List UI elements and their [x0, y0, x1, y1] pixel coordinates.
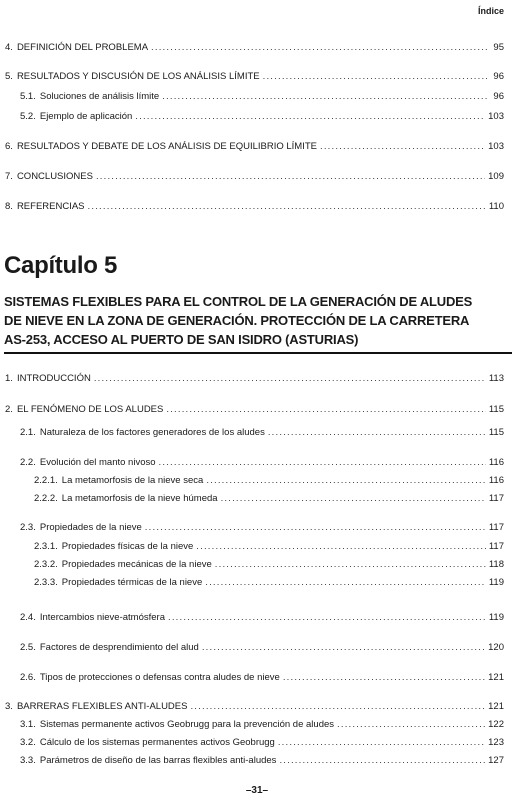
toc-entry-page: 116 — [488, 475, 504, 486]
toc-entry-number: 2.2.2. — [34, 493, 58, 504]
toc-entry-page: 95 — [493, 42, 504, 53]
dot-leader — [88, 200, 486, 214]
toc-entry[interactable] — [0, 41, 514, 55]
toc-entry-title: Ejemplo de aplicación — [39, 111, 133, 122]
toc-entry-page: 96 — [493, 71, 504, 82]
title-underline — [4, 352, 512, 354]
dot-leader — [278, 736, 485, 750]
toc-entry-page: 121 — [488, 672, 504, 683]
toc-entry[interactable] — [0, 110, 514, 124]
toc-entry[interactable] — [0, 558, 514, 572]
toc-entry-title: RESULTADOS Y DEBATE DE LOS ANÁLISIS DE EQUILIBRIO LÍMITE — [16, 141, 317, 152]
dot-leader — [168, 611, 486, 625]
dot-leader — [190, 700, 485, 714]
toc-entry-number: 3.2. — [20, 737, 36, 748]
toc-entry[interactable] — [0, 671, 514, 685]
dot-leader — [221, 492, 486, 506]
dot-leader — [162, 90, 487, 104]
toc-entry-page: 110 — [488, 201, 504, 212]
chapter-subtitle-line: AS-253, ACCESO AL PUERTO DE SAN ISIDRO (ASTURIAS) — [4, 332, 359, 347]
chapter-subtitle-line: SISTEMAS FLEXIBLES PARA EL CONTROL DE LA GENERACIÓN DE ALUDES — [4, 294, 473, 309]
toc-entry-title: Propiedades físicas de la nieve — [61, 541, 194, 552]
dot-leader — [215, 558, 486, 572]
toc-entry[interactable] — [0, 641, 514, 655]
toc-entry-number: 2.3.3. — [34, 577, 58, 588]
toc-entry-title: Intercambios nieve-atmósfera — [39, 612, 165, 623]
dot-leader — [151, 41, 487, 55]
dot-leader — [337, 718, 485, 732]
toc-entry-number: 5.2. — [20, 111, 36, 122]
toc-entry-number: 2.5. — [20, 642, 36, 653]
toc-entry-number: 2.3.2. — [34, 559, 58, 570]
dot-leader — [268, 426, 486, 440]
toc-entry-number: 3. — [5, 701, 13, 712]
chapter-subtitle — [4, 292, 504, 349]
toc-entry-title: Naturaleza de los factores generadores de los aludes — [39, 427, 265, 438]
toc-entry-page: 118 — [488, 559, 504, 570]
dot-leader — [135, 110, 485, 124]
toc-entry-page: 120 — [488, 642, 504, 653]
toc-entry[interactable] — [0, 170, 514, 184]
toc-entry[interactable] — [0, 521, 514, 535]
toc-entry-title: Factores de desprendimiento del alud — [39, 642, 199, 653]
toc-entry[interactable] — [0, 456, 514, 470]
toc-entry-page: 117 — [488, 522, 504, 533]
toc-entry-number: 2.6. — [20, 672, 36, 683]
toc-entry[interactable] — [0, 426, 514, 440]
dot-leader — [320, 140, 485, 154]
toc-entry-page: 117 — [488, 541, 504, 552]
toc-entry[interactable] — [0, 611, 514, 625]
toc-entry-title: Cálculo de los sistemas permanentes activos Geobrugg — [39, 737, 275, 748]
toc-entry[interactable] — [0, 372, 514, 386]
dot-leader — [159, 456, 486, 470]
toc-entry-title: REFERENCIAS — [16, 201, 85, 212]
toc-entry-title: Propiedades de la nieve — [39, 522, 142, 533]
toc-entry-title: Evolución del manto nivoso — [39, 457, 156, 468]
chapter-subtitle-line: DE NIEVE EN LA ZONA DE GENERACIÓN. PROTECCIÓN DE LA CARRETERA — [4, 313, 470, 328]
toc-entry-page: 121 — [488, 701, 504, 712]
toc-entry-number: 3.3. — [20, 755, 36, 766]
toc-entry-number: 4. — [5, 42, 13, 53]
toc-entry-page: 109 — [488, 171, 504, 182]
toc-entry-page: 127 — [488, 755, 504, 766]
dot-leader — [145, 521, 486, 535]
toc-entry-page: 117 — [488, 493, 504, 504]
toc-entry-page: 103 — [488, 141, 504, 152]
toc-entry-number: 2.3. — [20, 522, 36, 533]
toc-entry-number: 8. — [5, 201, 13, 212]
toc-entry[interactable] — [0, 90, 514, 104]
toc-entry-number: 2.2.1. — [34, 475, 58, 486]
dot-leader — [205, 576, 486, 590]
toc-entry-page: 103 — [488, 111, 504, 122]
toc-entry-number: 5. — [5, 71, 13, 82]
toc-entry[interactable] — [0, 540, 514, 554]
dot-leader — [279, 754, 485, 768]
toc-entry-title: DEFINICIÓN DEL PROBLEMA — [16, 42, 149, 53]
dot-leader — [202, 641, 485, 655]
toc-entry-number: 3.1. — [20, 719, 36, 730]
toc-entry-number: 2. — [5, 404, 13, 415]
toc-entry[interactable] — [0, 492, 514, 506]
toc-entry[interactable] — [0, 70, 514, 84]
toc-entry-title: Soluciones de análisis límite — [39, 91, 160, 102]
toc-entry[interactable] — [0, 754, 514, 768]
running-header: Índice — [477, 6, 504, 16]
toc-entry-page: 115 — [488, 404, 504, 415]
toc-entry-title: BARRERAS FLEXIBLES ANTI-ALUDES — [16, 701, 188, 712]
toc-entry[interactable] — [0, 736, 514, 750]
toc-entry-number: 2.2. — [20, 457, 36, 468]
toc-entry[interactable] — [0, 576, 514, 590]
toc-entry-title: CONCLUSIONES — [16, 171, 93, 182]
dot-leader — [96, 170, 485, 184]
toc-entry[interactable] — [0, 474, 514, 488]
toc-entry-number: 6. — [5, 141, 13, 152]
toc-entry[interactable] — [0, 700, 514, 714]
toc-entry-title: La metamorfosis de la nieve húmeda — [61, 493, 218, 504]
toc-entry-page: 96 — [493, 91, 504, 102]
toc-entry-title: RESULTADOS Y DISCUSIÓN DE LOS ANÁLISIS LÍMITE — [16, 71, 260, 82]
toc-entry-number: 7. — [5, 171, 13, 182]
toc-entry-page: 119 — [488, 577, 504, 588]
toc-entry-title: La metamorfosis de la nieve seca — [61, 475, 204, 486]
toc-entry-number: 5.1. — [20, 91, 36, 102]
toc-entry-title: EL FENÓMENO DE LOS ALUDES — [16, 404, 164, 415]
toc-entry[interactable] — [0, 200, 514, 214]
toc-entry-page: 115 — [488, 427, 504, 438]
toc-entry[interactable] — [0, 718, 514, 732]
dot-leader — [94, 372, 486, 386]
toc-entry-title: Propiedades térmicas de la nieve — [61, 577, 203, 588]
toc-entry-page: 119 — [488, 612, 504, 623]
toc-entry-title: Tipos de protecciones o defensas contra aludes de nieve — [39, 672, 280, 683]
toc-entry-number: 1. — [5, 373, 13, 384]
dot-leader — [196, 540, 486, 554]
dot-leader — [166, 403, 485, 417]
toc-entry-title: Sistemas permanente activos Geobrugg para la prevención de aludes — [39, 719, 335, 730]
toc-entry-page: 113 — [488, 373, 504, 384]
toc-entry-number: 2.4. — [20, 612, 36, 623]
chapter-title: Capítulo 5 — [4, 252, 118, 279]
toc-entry[interactable] — [0, 403, 514, 417]
toc-entry-page: 123 — [488, 737, 504, 748]
toc-entry-number: 2.1. — [20, 427, 36, 438]
dot-leader — [206, 474, 486, 488]
toc-entry[interactable] — [0, 140, 514, 154]
toc-entry-number: 2.3.1. — [34, 541, 58, 552]
dot-leader — [263, 70, 487, 84]
toc-entry-title: Propiedades mecánicas de la nieve — [61, 559, 212, 570]
page-number: –31– — [245, 785, 269, 796]
toc-entry-title: INTRODUCCIÓN — [16, 373, 91, 384]
toc-entry-title: Parámetros de diseño de las barras flexibles anti-aludes — [39, 755, 277, 766]
toc-entry-page: 116 — [488, 457, 504, 468]
toc-entry-page: 122 — [488, 719, 504, 730]
dot-leader — [283, 671, 485, 685]
